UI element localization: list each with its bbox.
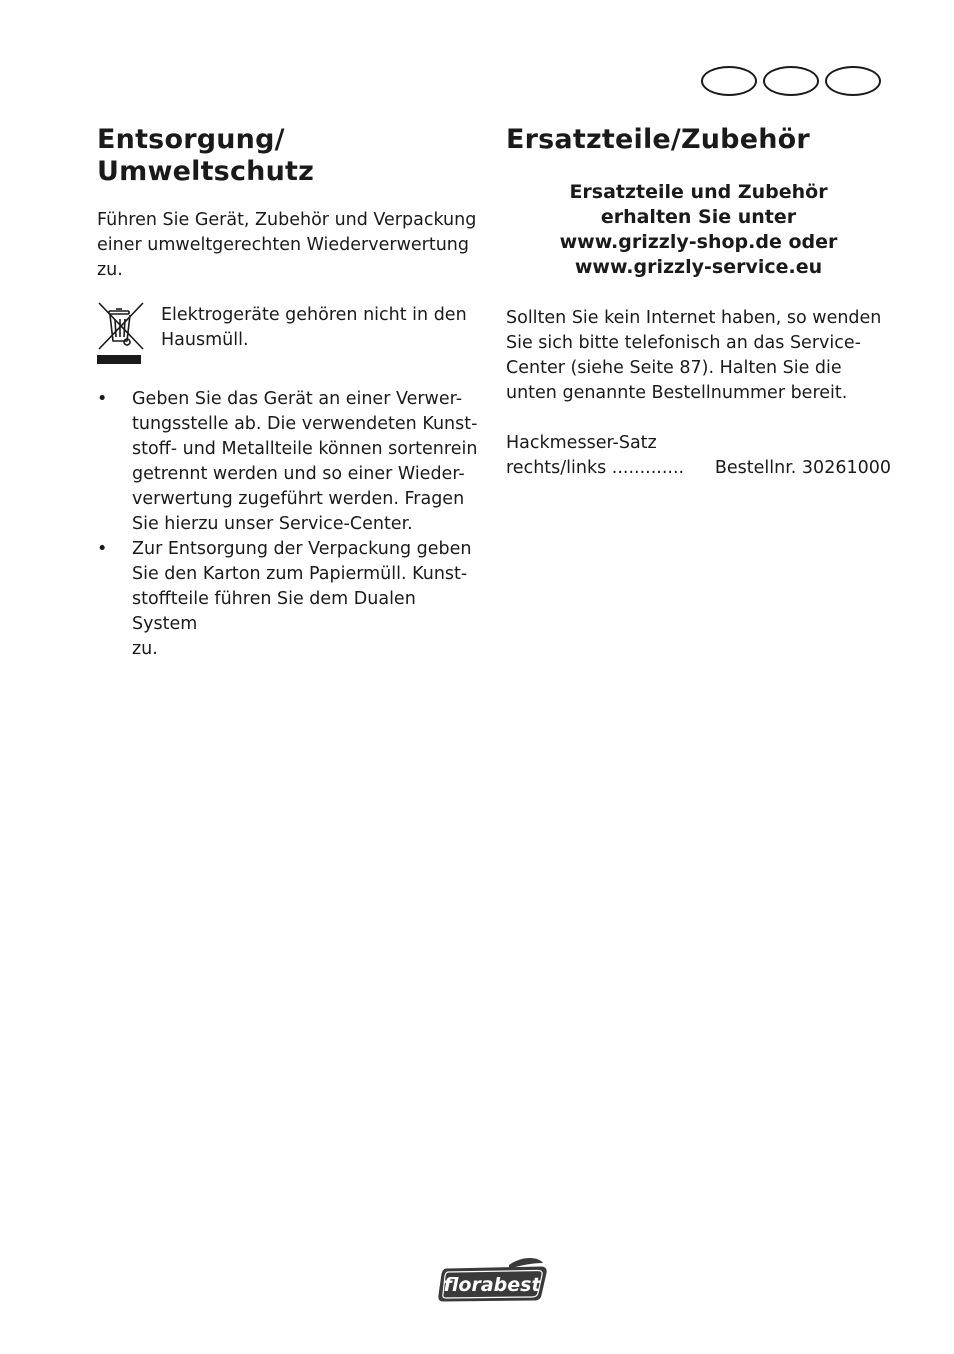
part-description: rechts/links ............. [506, 458, 685, 478]
language-oval [701, 66, 757, 96]
list-item: • Zur Entsorgung der Verpackung geben Sie den Karton zum Papiermüll. Kunst- stoffteile führen Sie dem Dualen System zu. [97, 539, 472, 659]
bullet-marker: • [97, 539, 108, 559]
language-oval [763, 66, 819, 96]
florabest-logo [437, 1257, 549, 1303]
spare-part-entry [506, 431, 891, 481]
disposal-bullet-list [97, 387, 482, 662]
spare-parts-column [506, 124, 891, 481]
disposal-column [97, 124, 482, 662]
part-name: Hackmesser-Satz [506, 433, 657, 453]
weee-notice [97, 301, 482, 367]
weee-text: Elektrogeräte gehören nicht in den Hausmüll. [161, 305, 467, 350]
language-oval [825, 66, 881, 96]
bullet-marker: • [97, 389, 108, 409]
part-number: Bestellnr. 30261000 [714, 458, 891, 478]
shop-link[interactable]: www.grizzly-shop.de oder [559, 231, 838, 253]
disposal-heading: Entsorgung/ Umweltschutz [97, 124, 315, 187]
svg-text:florabest: florabest [443, 1274, 541, 1296]
no-internet-paragraph: Sollten Sie kein Internet haben, so wenden Sie sich bitte telefonisch an das Service- Center (siehe Seite 87). Halten Sie die unten genannte Bestellnummer bereit. [506, 308, 882, 403]
disposal-intro: Führen Sie Gerät, Zubehör und Verpackung einer umweltgerechten Wiederverwertung zu. [97, 210, 477, 280]
spare-parts-heading: Ersatzteile/Zubehör [506, 124, 810, 155]
service-link[interactable]: www.grizzly-service.eu [574, 256, 823, 278]
crossed-out-wheelie-bin-icon [97, 301, 147, 367]
shop-info: Ersatzteile und Zubehör erhalten Sie unter www.grizzly-shop.de oder www.grizzly-service.eu [506, 180, 891, 280]
language-ovals [701, 66, 881, 96]
list-item: • Geben Sie das Gerät an einer Verwer- tungsstelle ab. Die verwendeten Kunst- stoff- und Metallteile können sortenrein getrennt werden und so einer Wieder- verwertung zugeführt werden. Fragen Sie hierzu unser Service-Center. [97, 389, 478, 534]
